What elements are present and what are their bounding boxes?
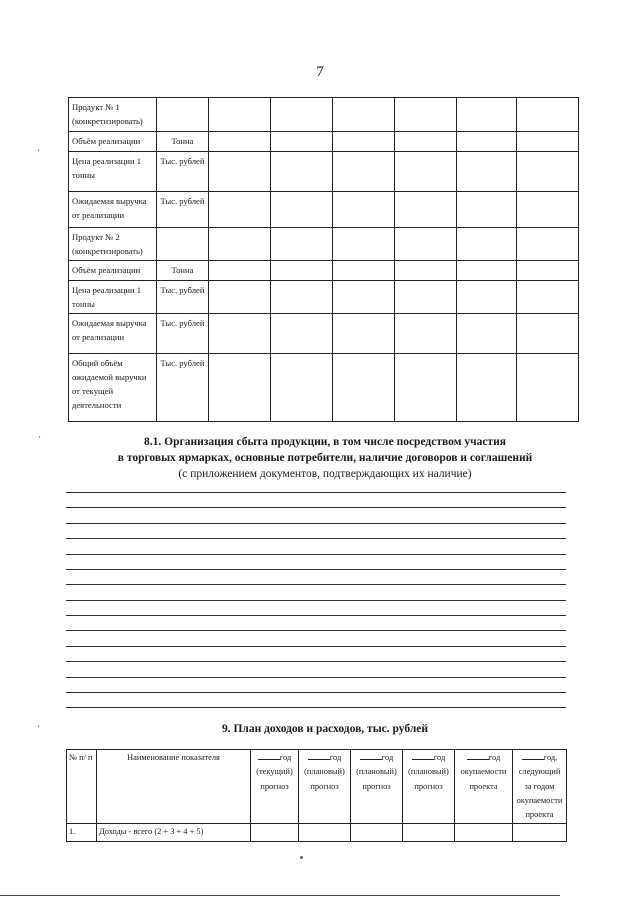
- value-cell[interactable]: [517, 353, 579, 421]
- row-label: Цена реализации 1 тонны: [69, 152, 157, 192]
- value-cell[interactable]: [395, 280, 457, 313]
- value-cell[interactable]: [209, 132, 271, 152]
- fill-line[interactable]: [66, 677, 566, 678]
- value-cell[interactable]: [271, 313, 333, 353]
- row-label: Общий объём ожидаемой выручки от текущей деятельности: [69, 353, 157, 421]
- value-cell[interactable]: [209, 152, 271, 192]
- value-cell[interactable]: [333, 280, 395, 313]
- income-expense-plan-table: [66, 749, 567, 842]
- row-label: Продукт № 1 (конкретизировать): [69, 98, 157, 132]
- row-label: Объём реализации: [69, 132, 157, 152]
- row-label: Ожидаемая выручка от реализации: [69, 313, 157, 353]
- value-cell[interactable]: [209, 98, 271, 132]
- value-cell[interactable]: [333, 152, 395, 192]
- header-year-after-payback: [513, 750, 567, 824]
- value-cell[interactable]: [209, 261, 271, 280]
- fill-line[interactable]: [66, 661, 566, 662]
- value-cell[interactable]: [457, 280, 517, 313]
- value-cell[interactable]: [457, 152, 517, 192]
- value-cell[interactable]: [333, 98, 395, 132]
- fill-line[interactable]: [66, 707, 566, 708]
- value-cell[interactable]: [395, 353, 457, 421]
- row-unit: Тыс. рублей: [157, 313, 209, 353]
- value-cell[interactable]: [209, 353, 271, 421]
- value-cell[interactable]: [271, 98, 333, 132]
- table-row: [69, 261, 579, 280]
- header-num: № п/ п: [67, 750, 97, 824]
- value-cell[interactable]: [209, 280, 271, 313]
- table-row: [69, 192, 579, 228]
- value-cell[interactable]: [457, 192, 517, 228]
- value-cell[interactable]: [251, 824, 299, 841]
- value-cell[interactable]: [517, 261, 579, 280]
- year-blank[interactable]: [258, 751, 280, 760]
- year-blank[interactable]: [412, 751, 434, 760]
- value-cell[interactable]: [209, 313, 271, 353]
- row-label: Продукт № 2 (конкретизировать): [69, 228, 157, 261]
- row-label: Ожидаемая выручка от реализации: [69, 192, 157, 228]
- fill-line[interactable]: [66, 492, 566, 493]
- product-sales-table: [68, 97, 579, 422]
- row-unit: Тонна: [157, 261, 209, 280]
- value-cell[interactable]: [395, 228, 457, 261]
- value-cell[interactable]: [513, 824, 567, 841]
- fill-line[interactable]: [66, 692, 566, 693]
- year-blank[interactable]: [308, 751, 330, 760]
- value-cell[interactable]: [209, 192, 271, 228]
- value-cell[interactable]: [351, 824, 403, 841]
- fill-line[interactable]: [66, 554, 566, 555]
- header-text: год (плановый) прогноз: [304, 753, 345, 791]
- table-row: [69, 228, 579, 261]
- header-text: год (плановый) прогноз: [356, 753, 397, 791]
- fill-line[interactable]: [66, 569, 566, 570]
- value-cell[interactable]: [517, 132, 579, 152]
- header-year-plan-2: [351, 750, 403, 824]
- margin-mark: ': [38, 724, 40, 734]
- value-cell[interactable]: [457, 228, 517, 261]
- value-cell[interactable]: [455, 824, 513, 841]
- value-cell[interactable]: [395, 192, 457, 228]
- table-row: [69, 353, 579, 421]
- value-cell[interactable]: [209, 228, 271, 261]
- value-cell[interactable]: [271, 192, 333, 228]
- header-year-plan-1: [299, 750, 351, 824]
- value-cell[interactable]: [457, 261, 517, 280]
- value-cell[interactable]: [457, 353, 517, 421]
- value-cell[interactable]: [517, 152, 579, 192]
- row-unit: Тыс. рублей: [157, 152, 209, 192]
- page-number: 7: [316, 64, 324, 80]
- section-9-title: 9. План доходов и расходов, тыс. рублей: [221, 723, 429, 735]
- value-cell[interactable]: [395, 261, 457, 280]
- value-cell[interactable]: [333, 192, 395, 228]
- scan-edge-line: [0, 895, 560, 896]
- value-cell[interactable]: [517, 98, 579, 132]
- row-unit: Тонна: [157, 132, 209, 152]
- value-cell[interactable]: [333, 261, 395, 280]
- header-year-payback: [455, 750, 513, 824]
- value-cell[interactable]: [517, 228, 579, 261]
- value-cell[interactable]: [395, 132, 457, 152]
- row-unit: Тыс. рублей: [157, 192, 209, 228]
- value-cell[interactable]: [395, 152, 457, 192]
- scan-speck: [300, 856, 303, 859]
- value-cell[interactable]: [271, 152, 333, 192]
- header-text: год окупаемости проекта: [460, 753, 507, 791]
- value-cell[interactable]: [333, 132, 395, 152]
- section-8-title-line2: в торговых ярмарках, основные потребители, наличие договоров и соглашений: [117, 452, 533, 464]
- value-cell[interactable]: [395, 313, 457, 353]
- value-cell[interactable]: [517, 313, 579, 353]
- table-row: [69, 313, 579, 353]
- value-cell[interactable]: [457, 313, 517, 353]
- fill-line[interactable]: [66, 615, 566, 616]
- row-num: 1.: [67, 824, 97, 841]
- value-cell[interactable]: [395, 98, 457, 132]
- header-text: год (плановый) прогноз: [408, 753, 449, 791]
- header-year-current: [251, 750, 299, 824]
- margin-mark: ·: [38, 432, 41, 442]
- table-row: [69, 98, 579, 132]
- row-label: Цена реализации 1 тонны: [69, 280, 157, 313]
- value-cell[interactable]: [333, 353, 395, 421]
- table-row: [69, 132, 579, 152]
- section-8-title-line1: 8.1. Организация сбыта продукции, в том числе посредством участия: [144, 436, 506, 448]
- fill-line[interactable]: [66, 507, 566, 508]
- value-cell[interactable]: [333, 228, 395, 261]
- table-row: [69, 152, 579, 192]
- value-cell[interactable]: [403, 824, 455, 841]
- section-8-note: (с приложением документов, подтверждающих их наличие): [178, 468, 472, 480]
- fill-line[interactable]: [66, 646, 566, 647]
- row-unit: [157, 228, 209, 261]
- year-blank[interactable]: [360, 751, 382, 760]
- row-name: Доходы - всего (2 + 3 + 4 + 5): [97, 824, 251, 841]
- value-cell[interactable]: [271, 280, 333, 313]
- row-label: Объём реализации: [69, 261, 157, 280]
- value-cell[interactable]: [271, 228, 333, 261]
- fill-line[interactable]: [66, 538, 566, 539]
- fill-line[interactable]: [66, 523, 566, 524]
- fill-line[interactable]: [66, 630, 566, 631]
- table-row: [67, 824, 567, 841]
- value-cell[interactable]: [517, 192, 579, 228]
- value-cell[interactable]: [271, 132, 333, 152]
- header-year-plan-3: [403, 750, 455, 824]
- value-cell[interactable]: [333, 313, 395, 353]
- value-cell[interactable]: [271, 353, 333, 421]
- fill-line[interactable]: [66, 600, 566, 601]
- row-unit: Тыс. рублей: [157, 280, 209, 313]
- fill-line[interactable]: [66, 584, 566, 585]
- value-cell[interactable]: [271, 261, 333, 280]
- value-cell[interactable]: [457, 132, 517, 152]
- value-cell[interactable]: [299, 824, 351, 841]
- value-cell[interactable]: [517, 280, 579, 313]
- header-text: год, следующий за годом окупаемости проекта: [516, 753, 563, 820]
- header-name: Наименование показателя: [97, 750, 251, 824]
- table-row: [69, 280, 579, 313]
- header-text: год (текущий) прогноз: [256, 753, 293, 791]
- year-blank[interactable]: [467, 751, 489, 760]
- margin-mark: ': [38, 148, 40, 158]
- year-blank[interactable]: [522, 751, 544, 760]
- table-header-row: [67, 750, 567, 824]
- value-cell[interactable]: [457, 98, 517, 132]
- row-unit: Тыс. рублей: [157, 353, 209, 421]
- row-unit: [157, 98, 209, 132]
